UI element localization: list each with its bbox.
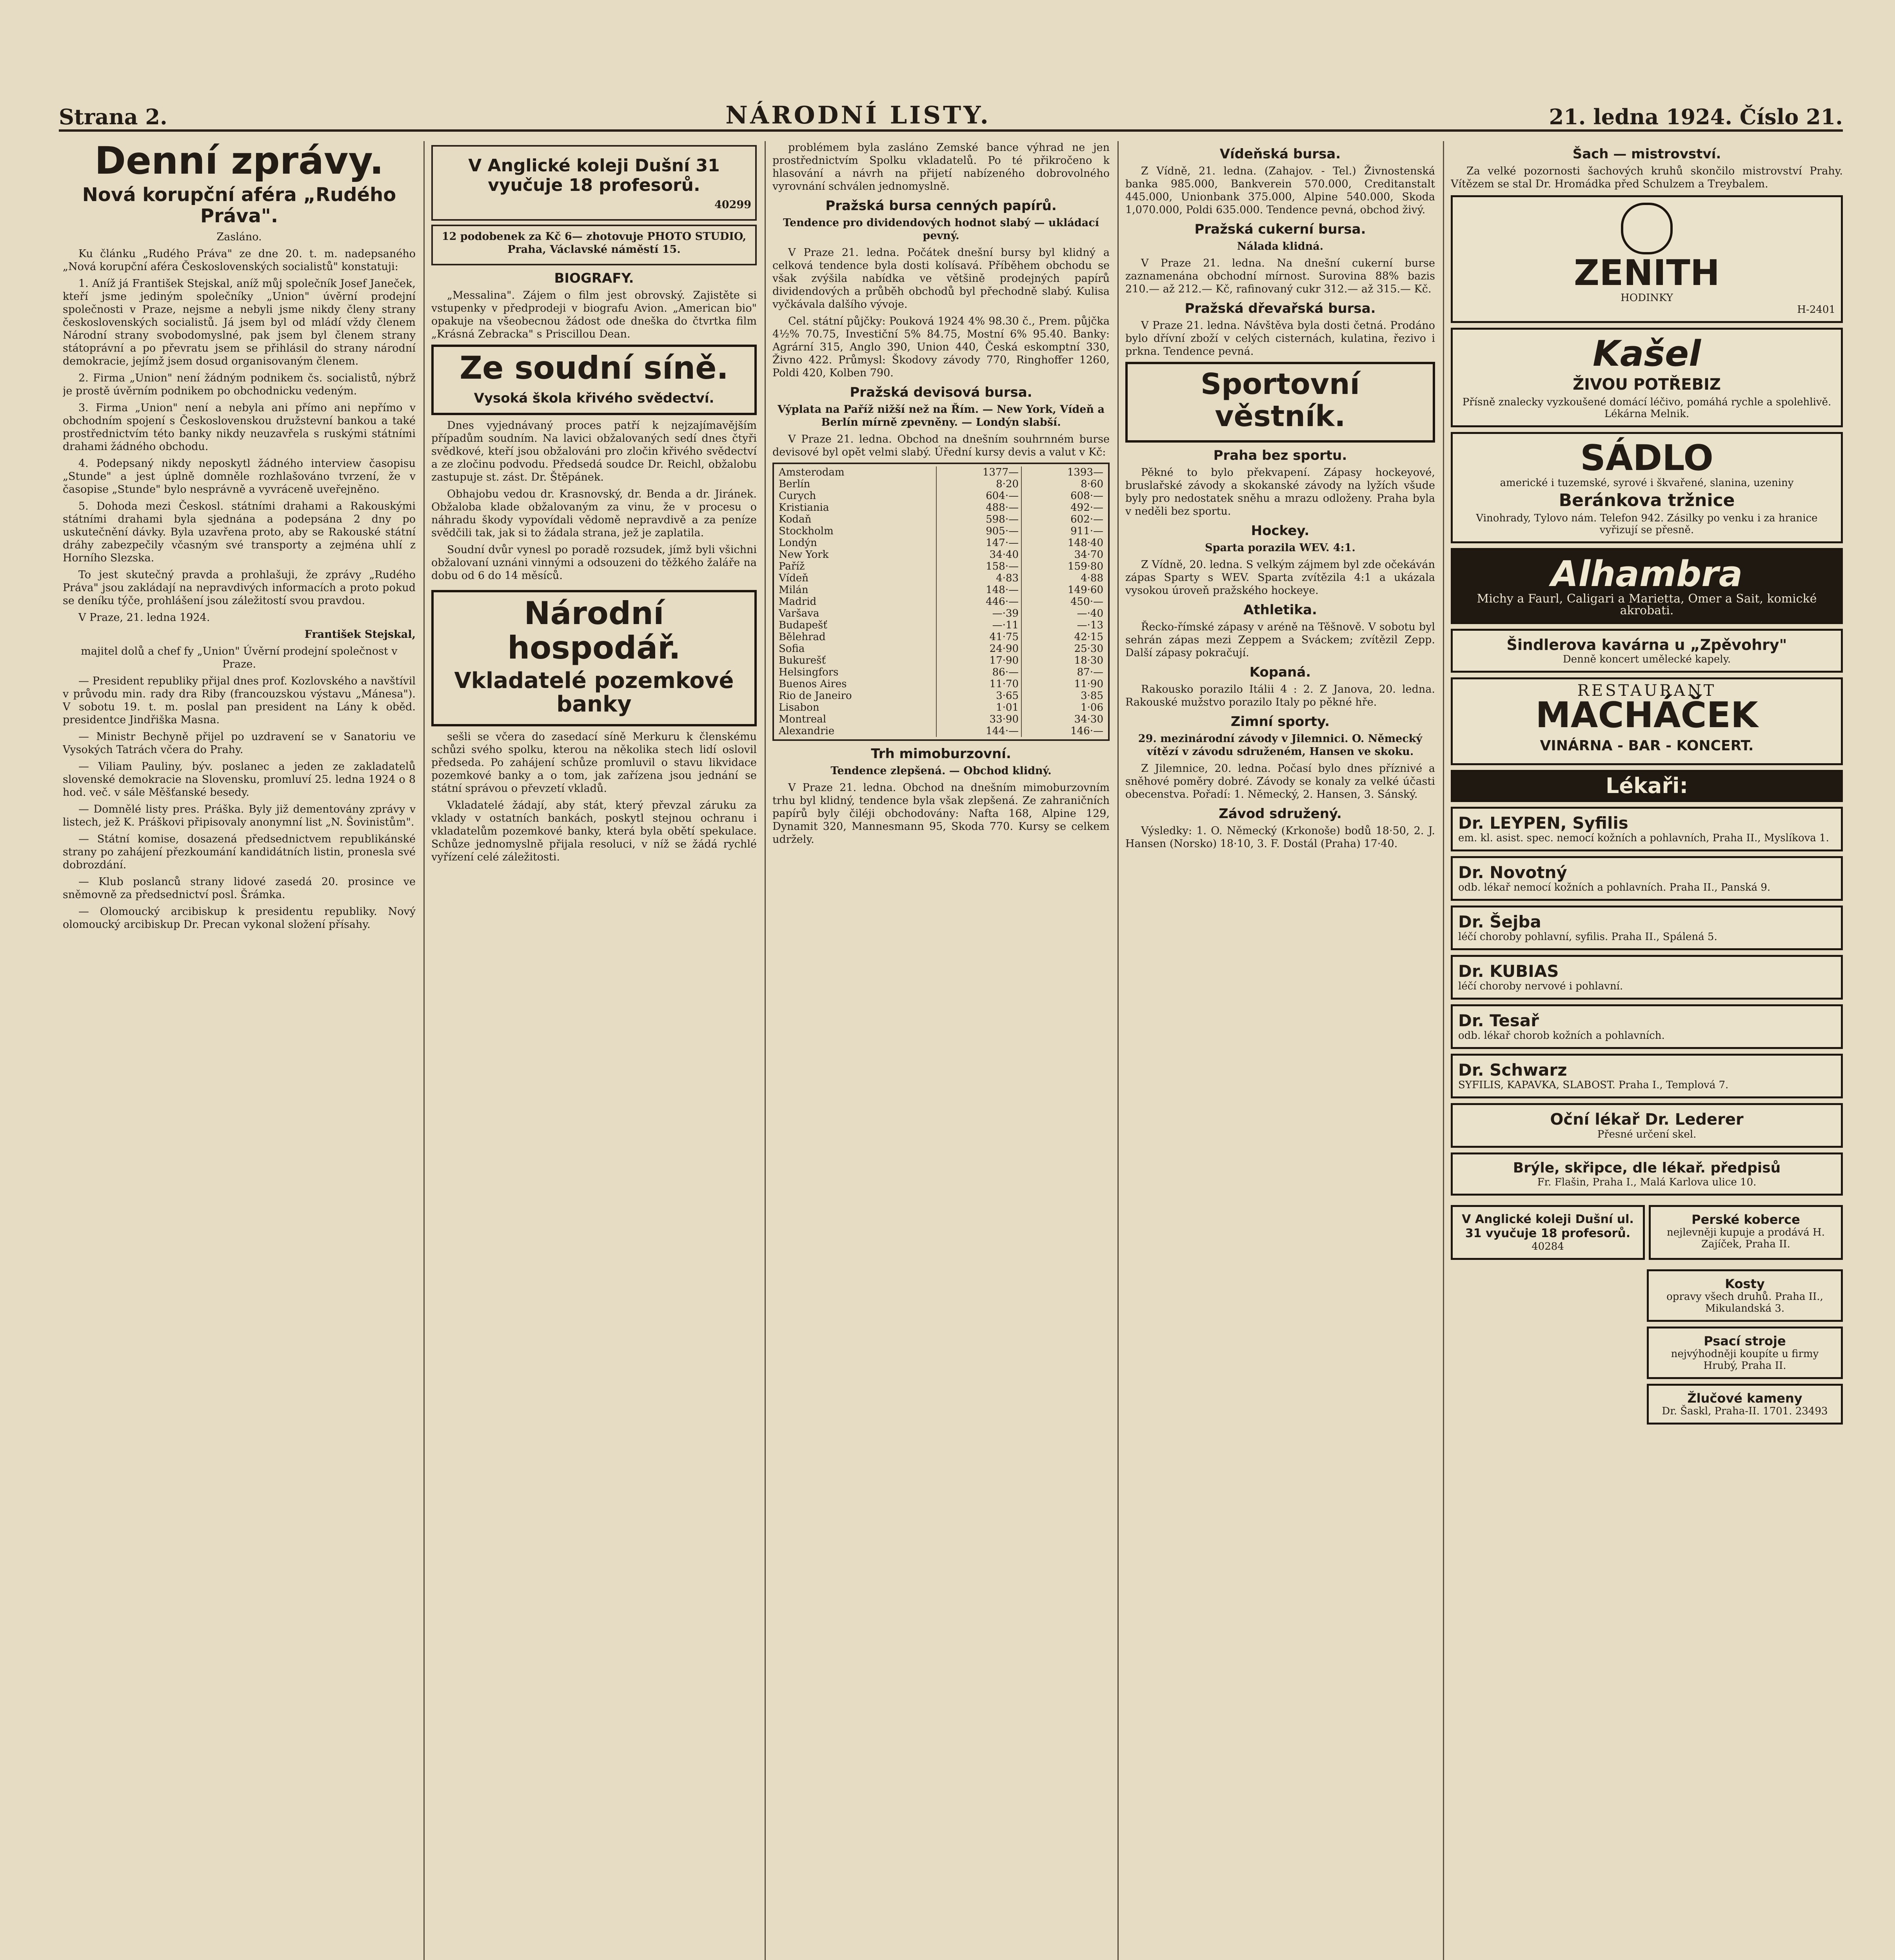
rates-table — [776, 466, 1106, 737]
rate-city: Montreal — [776, 713, 936, 725]
article-paragraph: V Praze 21. ledna. Počátek dnešní bursy byl klidný a celková tendence byla dosti kolísavá. Příběhem obchodu se však zvýšila nabídka ve většině prodejných papírů dividendových a průběh obchodů byl přechodně slabý. Kulisa vyčkávala dalšího vývoje. — [772, 247, 1110, 310]
rate-city: Curych — [776, 490, 936, 502]
article-subheadline: Tendence pro dividendových hodnot slabý — ukládací pevný. — [783, 217, 1099, 242]
ad-text: Dr. Šaskl, Praha-II. 1701. 23493 — [1662, 1405, 1828, 1417]
rate-city: Stockholm — [776, 525, 936, 537]
rate-city: Helsingfors — [776, 666, 936, 678]
ad-lekari-header — [1451, 770, 1843, 802]
ad-text: léčí choroby pohlavní, syfilis. Praha II., Spálená 5. — [1458, 931, 1717, 943]
news-item: — Klub poslanců strany lidové zasedá 20. prosince ve sněmovně za předsednictví posl. Šrámka. — [63, 876, 416, 901]
column-court-economy — [431, 141, 757, 1960]
section-title: Ze soudní síně. — [460, 350, 729, 386]
rate-sell: 1393— — [1067, 466, 1103, 478]
rate-city: Londýn — [776, 537, 936, 549]
ad-novotny — [1451, 856, 1843, 901]
rate-buy: 41·75 — [936, 631, 1021, 643]
column-news — [63, 141, 416, 1960]
rate-buy: 147·— — [936, 537, 1021, 549]
rate-row — [776, 537, 1106, 549]
rate-sell: 3·85 — [1081, 690, 1103, 702]
article-byline: Zasláno. — [216, 231, 262, 243]
issue-date: 21. ledna 1924. Číslo 21. — [1549, 104, 1843, 129]
ad-text: odb. lékař chorob kožních a pohlavních. — [1458, 1030, 1665, 1042]
column-rule — [1443, 141, 1444, 1960]
ad-headline: Dr. LEYPEN, Syfilis — [1458, 813, 1628, 833]
rate-row — [776, 725, 1106, 737]
ad-alhambra — [1451, 548, 1843, 624]
rate-buy: 144·— — [936, 725, 1021, 737]
article-paragraph: Soudní dvůr vynesl po poradě rozsudek, jímž byli všichni obžalovaní uznáni vinnými a odsouzeni do těžkého žaláře na dobu od 6 do 14 měsíců. — [431, 544, 757, 582]
rate-sell: 4·88 — [1081, 572, 1103, 584]
article-paragraph: Rakousko porazilo Itálii 4 : 2. Z Janova, 20. ledna. Rakouské mužstvo porazilo Italy po pěkné hře. — [1125, 683, 1435, 708]
ad-subheadline: ŽIVOU POTŘEBIZ — [1573, 376, 1721, 394]
rate-city: Amsterodam — [776, 466, 936, 478]
column-rule — [1117, 141, 1119, 1960]
article-paragraph: „Messalina". Zájem o film jest obrovský. Zajistěte si vstupenky v předprodeji v biografu Avion. „American bio" opakuje na všeobecnou žádost ode dneška do čtvrtka film „Krásná Zebracka" s Priscillou Dean. — [431, 289, 757, 340]
ad-text: americké i tuzemské, syrové i škvařené, slanina, uzeniny — [1500, 477, 1794, 489]
column-rule — [765, 141, 766, 1960]
article-paragraph: Z Vídně, 21. ledna. (Zahajov. - Tel.) Živnostenská banka 985.000, Bankverein 570.000, Creditanstalt 445.000, Unionbank 375.000, Alpine 540.000, Skoda 1,070.000, Poldi 635.000. Tendence pevná, obchod živý. — [1125, 165, 1435, 216]
classified-ad — [431, 225, 757, 265]
ad-text: Michy a Faurl, Caligari a Marietta, Omer a Sait, komické akrobati. — [1477, 592, 1817, 617]
rate-city: Bukurešť — [776, 655, 936, 666]
rate-sell: 608·— — [1070, 490, 1103, 502]
news-item: — Ministr Bechyně přijel po uzdravení se v Sanatoriu ve Vysokých Tatrách včera do Prahy. — [63, 731, 416, 756]
rate-row — [776, 690, 1106, 702]
article-paragraph: 2. Firma „Union" není žádným podnikem čs. socialistů, nýbrž je prostě úvěrním podnikem po obchodnicku vedeným. — [63, 372, 416, 397]
rate-row — [776, 478, 1106, 490]
news-item: — President republiky přijal dnes prof. Kozlovského a navštívil v průvodu min. rady dra Riby (francouzskou výstavu „Mánesa"). V sobotu 19. t. m. poslal pan president na Lány k oběd. presidentce Jindřiška Masna. — [63, 675, 416, 726]
article-paragraph: 4. Podepsaný nikdy neposkytl žádného interview časopisu „Stunde" a jest úplně domněle rozhlašováno tvrzení, že v časopise „Stunde" bylo nesprávně a vyvráceně uveřejněno. — [63, 457, 416, 495]
article-headline: Praha bez sportu. — [1213, 448, 1347, 463]
ad-headline: Kosty — [1725, 1276, 1765, 1291]
rate-buy: 1377— — [936, 466, 1021, 478]
rate-sell: 146·— — [1070, 725, 1103, 737]
article-headline: Vysoká škola křivého svědectví. — [474, 390, 714, 406]
ad-headline: V Anglické koleji Dušní ul. 31 vyučuje 18 profesorů. — [1462, 1212, 1634, 1240]
article-paragraph: Za velké pozornosti šachových kruhů skončilo mistrovství Prahy. Vítězem se stal Dr. Hromádka před Schulzem a Treybalem. — [1451, 165, 1843, 190]
article-paragraph: Z Vídně, 20. ledna. S velkým zájmem byl zde očekáván zápas Sparty s WEV. Sparta zvítězila 4:1 a ukázala vysokou úroveň pražského hockeye. — [1125, 559, 1435, 597]
section-title: Národní hospodář. — [507, 595, 681, 666]
article-paragraph: 5. Dohoda mezi Českosl. státními drahami a Rakouskými státními drahami byla sjednána a podepsána 2 dny po uskutečnění dávky. Byla uzavřena proto, aby se Rakouské státní dráhy zabezpečily včasným své transporty a zejména uhlí z Horního Slezska. — [63, 500, 416, 564]
rate-sell: 18·30 — [1074, 655, 1103, 666]
article-paragraph: V Praze 21. ledna. Obchod na dnešním souhrnném burse devisové byl opět velmi slabý. Úřední kursy devis a valut v Kč: — [772, 433, 1110, 458]
rate-row — [776, 466, 1106, 478]
rate-sell: 34·30 — [1074, 713, 1103, 725]
rate-buy: 446·— — [936, 596, 1021, 608]
rate-buy: 17·90 — [936, 655, 1021, 666]
article-paragraph: V Praze 21. ledna. Obchod na dnešním mimoburzovním trhu byl klidný, tendence byla však zlepšená. Ze zahraničních papírů byly čiléji obchodovány: Nafta 168, Alpine 129, Dynamit 320, Mannesmann 95, Skoda 770. Kursy se celkem udržely. — [772, 782, 1110, 846]
rate-sell: 911·— — [1070, 525, 1103, 537]
section-title: Denní zprávy. — [94, 141, 384, 183]
rate-row — [776, 713, 1106, 725]
page-number: Strana 2. — [59, 104, 167, 129]
rate-row — [776, 514, 1106, 525]
ad-headline: Dr. Tesař — [1458, 1011, 1539, 1030]
ad-headline: Dr. Schwarz — [1458, 1060, 1567, 1080]
ad-headline: Psací stroje — [1704, 1334, 1786, 1348]
ad-text: Fr. Flašin, Praha I., Malá Karlova ulice 10. — [1537, 1176, 1757, 1188]
ad-number: H-2401 — [1797, 304, 1835, 316]
classified-ad — [431, 145, 757, 221]
rate-buy: 24·90 — [936, 643, 1021, 655]
article-paragraph: Obhajobu vedou dr. Krasnovský, dr. Benda a dr. Jiránek. Obžaloba klade obžalovaným za vinu, že v procesu o náhradu škody vypovídali vědomě nepravdivě a za peníze svědčili tak, jak si to žádala strana, jež je zaplatila. — [431, 488, 757, 539]
ad-headline: MACHÁČEK — [1535, 695, 1758, 736]
article-signer-role: majitel dolů a chef fy „Union" Úvěrní prodejní společnost v Praze. — [81, 645, 398, 670]
ad-headline: Šindlerova kavárna u „Zpěvohry" — [1506, 636, 1787, 653]
rate-buy: 598·— — [936, 514, 1021, 525]
ad-sejba — [1451, 906, 1843, 950]
column-advertisements — [1451, 141, 1843, 1960]
ad-schwarz — [1451, 1054, 1843, 1098]
ad-number: 40284 — [1532, 1241, 1564, 1252]
article-headline: Vídeňská bursa. — [1219, 146, 1341, 162]
rate-buy: —·39 — [936, 608, 1021, 619]
rate-city: Rio de Janeiro — [776, 690, 936, 702]
article-paragraph: Z Jilemnice, 20. ledna. Počasí bylo dnes příznivé a sněhové poměry dobré. Závody se konaly za velké účasti obecenstva. Pořadí: 1. Německý, 2. Hansen, 3. Sánský. — [1125, 762, 1435, 800]
section-header-box — [431, 590, 757, 726]
ad-headline: Dr. Šejba — [1458, 912, 1541, 931]
ad-text: nejvýhodněji koupíte u firmy Hrubý, Praha II. — [1671, 1348, 1819, 1372]
ad-row — [1451, 1200, 1843, 1265]
rate-buy: 148·— — [936, 584, 1021, 596]
rate-row — [776, 596, 1106, 608]
ad-title: V Anglické koleji Dušní 31 vyučuje 18 profesorů. — [468, 156, 720, 195]
article-headline: Pražská devisová bursa. — [850, 385, 1032, 400]
ad-zlucovy — [1647, 1384, 1843, 1425]
rate-row — [776, 584, 1106, 596]
rate-sell: 450·— — [1070, 596, 1103, 608]
rate-buy: 488·— — [936, 502, 1021, 514]
article-headline: Vkladatelé pozemkové banky — [454, 668, 734, 717]
rate-city: Paříž — [776, 561, 936, 572]
rate-city: Madrid — [776, 596, 936, 608]
ad-text: nejlevněji kupuje a prodává H. Zajíček, Praha II. — [1667, 1227, 1825, 1250]
article-paragraph: Pěkné to bylo překvapení. Zápasy hockeyové, bruslařské závody a skokanské závody na lyžích všude byly pro nedostatek sněhu a mrazu odloženy. Praha byla v neděli bez sportu. — [1125, 466, 1435, 517]
rate-buy: 11·70 — [936, 678, 1021, 690]
ad-leypen — [1451, 807, 1843, 851]
rate-sell: 25·30 — [1074, 643, 1103, 655]
rate-buy: 4·83 — [936, 572, 1021, 584]
article-headline: Hockey. — [1251, 523, 1310, 539]
ad-label: RESTAURANT — [1577, 682, 1717, 700]
article-paragraph: Výsledky: 1. O. Německý (Krkonoše) bodů 18·50, 2. J. Hansen (Norsko) 18·10, 3. F. Dostál (Praha) 17·40. — [1125, 825, 1435, 850]
ad-zenith — [1451, 195, 1843, 323]
article-signer: František Stejskal, — [304, 628, 416, 641]
rate-row — [776, 490, 1106, 502]
article-subheadline: Sparta porazila WEV. 4:1. — [1205, 542, 1355, 554]
ad-psaci — [1647, 1327, 1843, 1379]
column-bourse — [772, 141, 1110, 1960]
rate-buy: 604·— — [936, 490, 1021, 502]
news-item: — Olomoucký arcibiskup k presidentu republiky. Nový olomoucký arcibiskup Dr. Precan vykonal složení přísahy. — [63, 906, 416, 931]
rate-sell: 42·15 — [1074, 631, 1103, 643]
rate-row — [776, 655, 1106, 666]
rate-row — [776, 619, 1106, 631]
masthead: NÁRODNÍ LISTY. — [725, 101, 991, 129]
rate-sell: 149·60 — [1068, 584, 1103, 596]
rate-sell: 34·70 — [1074, 549, 1103, 561]
article-subheadline: Tendence zlepšená. — Obchod klidný. — [830, 765, 1052, 777]
ad-kasel — [1451, 328, 1843, 427]
rate-buy: 1·01 — [936, 702, 1021, 713]
rate-row — [776, 572, 1106, 584]
ad-subheadline: VINÁRNA - BAR - KONCERT. — [1540, 738, 1754, 754]
ad-text: em. kl. asist. spec. nemocí kožních a pohlavních, Praha II., Myslíkova 1. — [1458, 832, 1829, 844]
ad-machacek — [1451, 677, 1843, 765]
section-subtitle: BIOGRAFY. — [554, 270, 634, 286]
article-paragraph: Cel. státní půjčky: Pouková 1924 4% 98.30 č., Prem. půjčka 4½% 70.75, Investiční 5% 84.75, Mostní 6% 95.40. Banky: Agrární 315, Anglo 390, Union 440, Česká eskomptní 330, Živno 422. Průmysl: Škodovy závody 770, Ringhoffer 1260, Poldi 420, Kolben 790. — [772, 315, 1110, 379]
ad-text: Přísně znalecky vyzkoušené domácí léčivo, pomáhá rychle a spolehlivě. Lékárna Melnik. — [1462, 396, 1831, 420]
rate-city: Lisabon — [776, 702, 936, 713]
ad-dusni — [1451, 1205, 1645, 1260]
rate-sell: 492·— — [1070, 502, 1103, 514]
rate-buy: 33·90 — [936, 713, 1021, 725]
ad-tesar — [1451, 1004, 1843, 1049]
ad-headline: Dr. Novotný — [1458, 863, 1567, 882]
ad-text: Přesné určení skel. — [1597, 1129, 1697, 1140]
rate-buy: 86·— — [936, 666, 1021, 678]
ad-headline: Oční lékař Dr. Lederer — [1550, 1111, 1744, 1129]
ad-headline: Kašel — [1593, 333, 1701, 374]
rate-row — [776, 631, 1106, 643]
rate-row — [776, 561, 1106, 572]
article-headline: Kopaná. — [1249, 664, 1311, 680]
ad-lederer — [1451, 1103, 1843, 1148]
article-headline: Nová korupční aféra „Rudého Práva". — [82, 184, 396, 227]
ad-flasin — [1451, 1152, 1843, 1196]
ad-headline: Brýle, skřipce, dle lékař. předpisů — [1513, 1160, 1781, 1176]
rate-city: Milán — [776, 584, 936, 596]
rate-sell: —·40 — [1077, 608, 1103, 619]
article-paragraph: Dnes vyjednávaný proces patří k nejzajímavějším případům soudním. Na lavici obžalovaných sedí dnes čtyři svědkové, kteří jsou obžalováni pro zločin křivého svědectví a ze zločinu podvodu. Předsedá soudce Dr. Reichl, obžalobu zastupuje st. zást. Dr. Štěpánek. — [431, 419, 757, 483]
page-header — [59, 94, 1843, 132]
article-paragraph: 3. Firma „Union" není a nebyla ani přímo ani nepřímo v obchodním spojení s Československou družstevní bankou a také prostřednictvím této banky nikdy neuzavřela s ruskými státními drahami žádného obchodu. — [63, 402, 416, 453]
article-paragraph: V Praze 21. ledna. Návštěva byla dosti četná. Prodáno bylo dřívní zboží v celých cisternách, kulatina, řezivo i prkna. Tendence pevná. — [1125, 319, 1435, 358]
rate-row — [776, 678, 1106, 690]
rate-sell: 148·40 — [1068, 537, 1103, 549]
rate-sell: 159·80 — [1068, 561, 1103, 572]
ad-text: Denně koncert umělecké kapely. — [1563, 653, 1731, 665]
rate-row — [776, 702, 1106, 713]
rate-row — [776, 666, 1106, 678]
clock-icon — [1621, 203, 1673, 254]
rate-sell: 602·— — [1070, 514, 1103, 525]
ad-headline: Žlučové kameny — [1687, 1391, 1802, 1406]
news-item: — Domnělé listy pres. Práška. Byly již dementovány zprávy v listech, jež K. Práškovi připisovaly anonymní list „N. Šovinistům". — [63, 803, 416, 828]
rate-buy: 3·65 — [936, 690, 1021, 702]
article-headline: Pražská dřevařská bursa. — [1185, 301, 1376, 316]
news-item: — Státní komise, dosazená předsednictvem republikánské strany po zahájení přezkoumání kandidátních listin, pronesla své dobrozdání. — [63, 833, 416, 871]
ad-headline: ZENITH — [1573, 252, 1720, 294]
article-headline: Trh mimoburzovní. — [871, 746, 1011, 762]
rate-city: Kodaň — [776, 514, 936, 525]
ad-text: Vinohrady, Tylovo nám. Telefon 942. Zásilky po venku i za hranice vyřizují se přesně. — [1476, 512, 1818, 536]
ad-kosty — [1647, 1269, 1843, 1322]
article-subheadline: 29. mezinárodní závody v Jilemnici. O. Německý vítězí v závodu sdruženém, Hansen ve skoku. — [1138, 733, 1423, 758]
rate-sell: 11·90 — [1074, 678, 1103, 690]
ad-headline: Lékaři: — [1605, 773, 1688, 798]
article-paragraph: To jest skutečný pravda a prohlašuji, že zprávy „Rudého Práva" jsou zakládají na nepravdivých informacích a proto pokud se deníku týče, prohlášení jsou záležitostí svou pravdou. — [63, 569, 416, 607]
exchange-rate-table — [772, 463, 1110, 741]
section-header-box — [431, 345, 757, 415]
article-subheadline: Nálada klidná. — [1237, 240, 1324, 252]
rate-row — [776, 525, 1106, 537]
ad-text: odb. lékař nemocí kožních a pohlavních. Praha II., Panská 9. — [1458, 882, 1771, 893]
rate-city: New York — [776, 549, 936, 561]
ad-number: 40299 — [714, 199, 751, 211]
ad-title: 12 podobenek za Kč 6— zhotovuje PHOTO STUDIO, Praha, Václavské náměstí 15. — [442, 230, 747, 256]
article-headline: Athletika. — [1243, 602, 1317, 618]
ad-kubias — [1451, 955, 1843, 1000]
rate-row — [776, 502, 1106, 514]
article-headline: Závod sdružený. — [1219, 806, 1342, 822]
rate-sell: 1·06 — [1081, 702, 1103, 713]
article-headline: Zimní sporty. — [1230, 714, 1330, 730]
article-paragraph: 1. Aníž já František Stejskal, aníž můj společník Josef Janeček, kteří jsme jediným společníky „Union" úvěrní prodejní společnosti v Praze, nejsme a nebyli jsme nikdy členy strany československých socialistů. Já jsem byl od mládí vždy členem Národní strany svobodomyslné, pak jsem byl členem strany státoprávní a po převratu jsem se přihlásil do strany národní demokracie, jejímž jsem dosud organisovaným členem. — [63, 278, 416, 367]
rate-city: Vídeň — [776, 572, 936, 584]
ad-headline: Perské koberce — [1692, 1212, 1800, 1227]
rate-city: Kristiania — [776, 502, 936, 514]
rate-city: Varšava — [776, 608, 936, 619]
article-paragraph: Vkladatelé žádají, aby stát, který převzal záruku za vklady v ostatních bankách, poskytl stejnou ochranu i vkladatelům pozemkové banky, která byla obětí spekulace. Schůze jednomyslně přijala resoluci, v níž se žádá rychlé vyřízení celé záležitosti. — [431, 799, 757, 863]
rate-sell: 8·60 — [1081, 478, 1103, 490]
article-paragraph: Řecko-římské zápasy v aréně na Těšnově. V sobotu byl sehrán zápas mezi Zeppem a Sváckem; zvítězil Zepp. Další zápasy pokračují. — [1125, 621, 1435, 659]
article-paragraph: V Praze 21. ledna. Na dnešní cukerní burse zaznamenána obchodní mírnost. Surovina 88% bazis 210.— až 212.— Kč, rafinovaný cukr 312.— až 315.— Kč. — [1125, 257, 1435, 295]
column-markets-sport — [1125, 141, 1435, 1960]
ad-headline: Alhambra — [1551, 554, 1743, 595]
section-header-box — [1125, 362, 1435, 443]
rate-city: Berlín — [776, 478, 936, 490]
ad-sindler — [1451, 629, 1843, 673]
ad-subheadline: Beránkova tržnice — [1559, 490, 1735, 510]
rate-city: Sofia — [776, 643, 936, 655]
ad-sadlo — [1451, 432, 1843, 543]
ad-text: HODINKY — [1621, 292, 1673, 304]
rate-buy: 158·— — [936, 561, 1021, 572]
rate-buy: 34·40 — [936, 549, 1021, 561]
rate-row — [776, 549, 1106, 561]
article-paragraph: Ku článku „Rudého Práva" ze dne 20. t. m. nadepsaného „Nová korupční aféra Československých socialistů" konstatuji: — [63, 248, 416, 273]
article-place: V Praze, 21. ledna 1924. — [78, 612, 210, 624]
rate-buy: 8·20 — [936, 478, 1021, 490]
rate-row — [776, 608, 1106, 619]
rate-buy: —·11 — [936, 619, 1021, 631]
article-headline: Šach — mistrovství. — [1572, 146, 1721, 162]
ad-text: opravy všech druhů. Praha II., Mikulandská 3. — [1666, 1291, 1823, 1314]
ad-headline: SÁDLO — [1580, 437, 1713, 479]
ad-text: léčí choroby nervové i pohlavní. — [1458, 980, 1623, 992]
column-rule — [423, 141, 425, 1960]
article-subheadline: Výplata na Paříž nižší než na Řím. — New York, Vídeň a Berlín mírně zpevněny. — Londýn slabší. — [778, 403, 1105, 428]
section-title: Sportovní věstník. — [1200, 367, 1360, 433]
article-paragraph: sešli se včera do zasedací síně Merkuru k členskému schůzi svého spolku, kterou na několika stech lidí oslovil předseda. Po zahájení schůze promluvil o stavu likvidace pozemkové banky a o tom, jak zařízena jsou jednání se státní správou o převzetí vkladů. — [431, 731, 757, 795]
ad-text: SYFILIS, KAPAVKA, SLABOST. Praha I., Templová 7. — [1458, 1079, 1729, 1091]
rate-row — [776, 643, 1106, 655]
article-headline: Pražská cukerní bursa. — [1194, 221, 1366, 237]
article-paragraph: problémem byla zasláno Zemské bance výhrad ne jen prostřednictvím Spolku vkladatelů. Po té přikročeno k hlasování a návrh na přijetí nabízeného dobrovolného vyrovnání schválen jednomyslně. — [772, 142, 1110, 192]
rate-sell: 87·— — [1077, 666, 1103, 678]
rate-city: Alexandrie — [776, 725, 936, 737]
rate-city: Budapešť — [776, 619, 936, 631]
ad-koberce — [1649, 1205, 1843, 1260]
news-item: — Viliam Pauliny, býv. poslanec a jeden ze zakladatelů slovenské demokracie na Slovensku, promluví 25. ledna 1924 o 8 hod. več. v sále Měšťanské besedy. — [63, 760, 416, 799]
rate-city: Buenos Aires — [776, 678, 936, 690]
rate-sell: —·13 — [1077, 619, 1103, 631]
article-headline: Pražská bursa cenných papírů. — [825, 198, 1057, 214]
rate-city: Bělehrad — [776, 631, 936, 643]
ad-headline: Dr. KUBIAS — [1458, 962, 1559, 981]
rate-buy: 905·— — [936, 525, 1021, 537]
